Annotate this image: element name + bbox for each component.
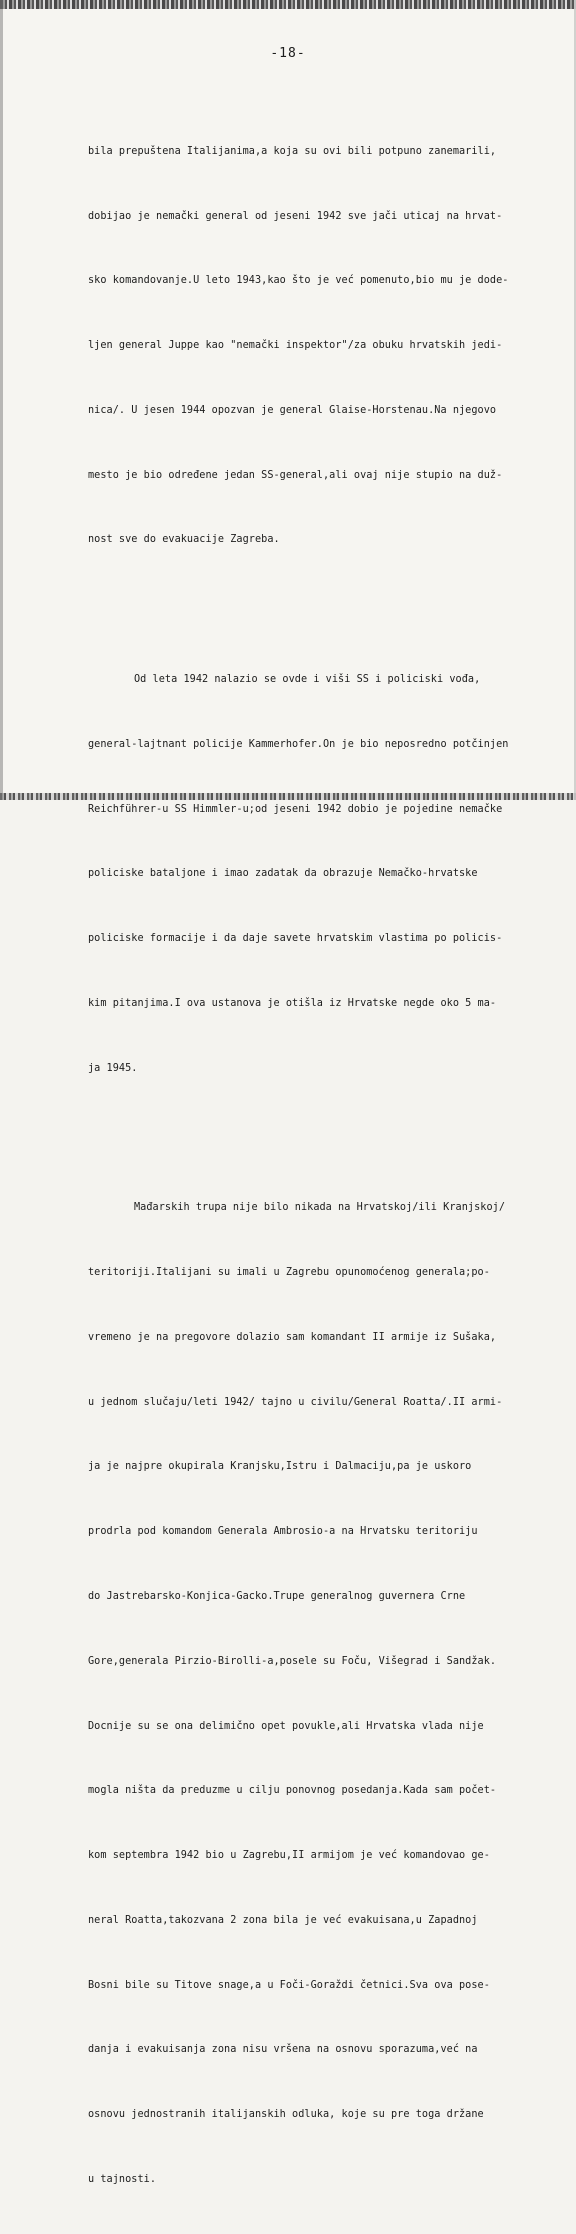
text-line: policiske formacije i da daje savete hrvatskim vlastima po policis-: [88, 933, 503, 945]
text-line: u tajnosti.: [88, 2174, 157, 2185]
text-line: nost sve do evakuacije Zagreba.: [88, 534, 280, 546]
paragraph-gap: [88, 1123, 560, 1133]
text-line: ja 1945.: [88, 1062, 138, 1074]
text-line: ja je najpre okupirala Kranjsku,Istru i Dalmaciju,pa je uskoro: [88, 1461, 472, 1473]
text-line: Docnije su se ona delimično opet povukle,ali Hrvatska vlada nije: [88, 1720, 484, 1732]
text-line: Reichführer-u SS Himmler-u;od jeseni 1942 dobio je pojedine nemačke: [88, 803, 503, 815]
text-line: bila prepuštena Italijanima,a koja su ovi bili potpuno zanemarili,: [88, 145, 497, 157]
text-line: dobijao je nemački general od jeseni 1942 sve jači uticaj na hrvat-: [88, 210, 503, 222]
text-line: vremeno je na pregovore dolazio sam komandant II armije iz Sušaka,: [88, 1331, 497, 1343]
text-line: u jednom slučaju/leti 1942/ tajno u civilu/General Roatta/.II armi-: [88, 1396, 503, 1408]
body-text: [88, 76, 560, 2234]
paragraph-gap: [88, 594, 560, 604]
text-line: sko komandovanje.U leto 1943,kao što je već pomenuto,bio mu je dode-: [88, 275, 509, 287]
text-line: nica/. U jesen 1944 opozvan je general Glaise-Horstenau.Na njegovo: [88, 404, 497, 416]
scan-edge-top: [0, 0, 576, 9]
text-line: mogla ništa da preduzme u cilju ponovnog posedanja.Kada sam počet-: [88, 1785, 497, 1797]
text-line: do Jastrebarsko-Konjica-Gacko.Trupe generalnog guvernera Crne: [88, 1590, 466, 1602]
text-line: osnovu jednostranih italijanskih odluka, koje su pre toga držane: [88, 2109, 484, 2121]
text-line: Bosni bile su Titove snage,a u Foči-Goraždi četnici.Sva ova pose-: [88, 1979, 490, 1991]
page-number: -18-: [270, 46, 306, 61]
text-line: danja i evakuisanja zona nisu vršena na osnovu sporazuma,već na: [88, 2044, 478, 2056]
text-line: Gore,generala Pirzio-Birolli-a,posele su Foču, Višegrad i Sandžak.: [88, 1655, 497, 1667]
text-line: prodrla pod komandom Generala Ambrosio-a na Hrvatsku teritoriju: [88, 1526, 478, 1538]
text-line: kom septembra 1942 bio u Zagrebu,II armijom je već komandovao ge-: [88, 1850, 490, 1862]
text-line: mesto je bio određene jedan SS-general,ali ovaj nije stupio na duž-: [88, 469, 503, 481]
text-line: teritoriji.Italijani su imali u Zagrebu opunomoćenog generala;po-: [88, 1267, 490, 1279]
text-line: kim pitanjima.I ova ustanova je otišla iz Hrvatske negde oko 5 ma-: [88, 997, 497, 1009]
text-line: Mađarskih trupa nije bilo nikada na Hrvatskoj/ili Kranjskoj/: [134, 1202, 506, 1214]
scan-edge-left: [0, 0, 3, 800]
text-line: general-lajtnant policije Kammerhofer.On je bio neposredno potčinjen: [88, 738, 509, 750]
text-line: neral Roatta,takozvana 2 zona bila je već evakuisana,u Zapadnoj: [88, 1914, 478, 1926]
text-line: ljen general Juppe kao "nemački inspektor"/za obuku hrvatskih jedi-: [88, 340, 503, 352]
text-line: policiske bataljone i imao zadatak da obrazuje Nemačko-hrvatske: [88, 868, 478, 880]
text-line: Od leta 1942 nalazio se ovde i viši SS i policiski vođa,: [134, 674, 481, 686]
